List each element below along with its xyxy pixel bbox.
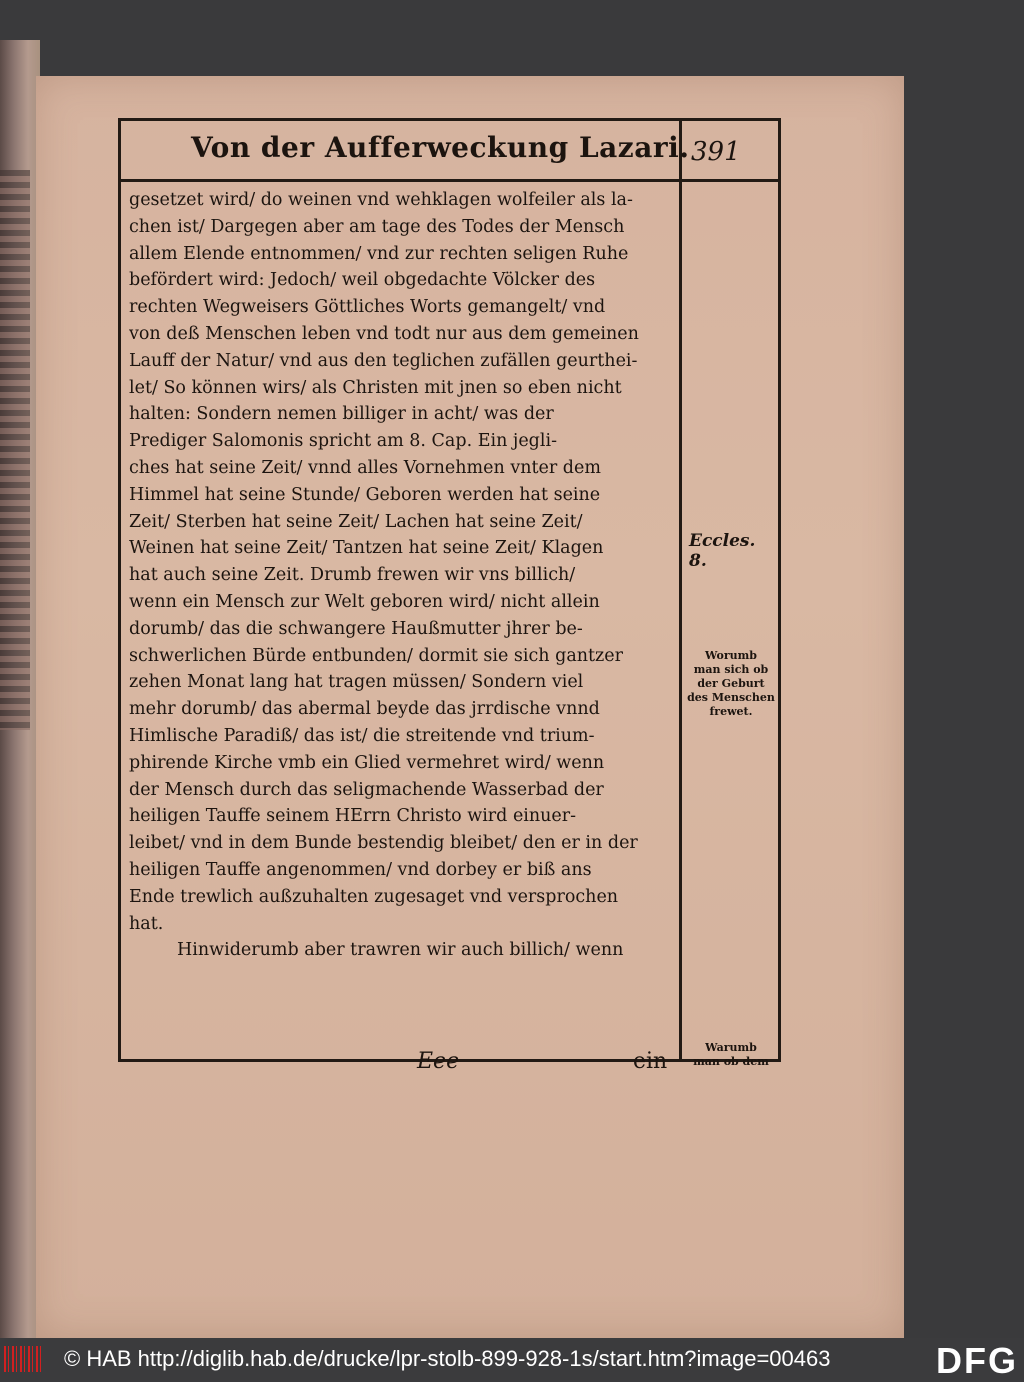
text-line: ches hat seine Zeit/ vnnd alles Vornehmen vnter dem bbox=[129, 457, 601, 478]
margin-note-line: frewet. bbox=[709, 705, 753, 718]
text-line: der Mensch durch das seligmachende Wasserbad der bbox=[129, 779, 604, 800]
text-line: halten: Sondern nemen billiger in acht/ was der bbox=[129, 404, 554, 425]
margin-note-birth bbox=[687, 649, 775, 719]
text-line: hat auch seine Zeit. Drumb frewen wir vns billich/ bbox=[129, 565, 576, 586]
text-line: rechten Wegweisers Göttliches Worts gemangelt/ vnd bbox=[129, 297, 606, 318]
text-line: hat. bbox=[129, 913, 164, 934]
previous-page-edge bbox=[0, 170, 30, 730]
margin-note-line: Worumb bbox=[705, 649, 757, 662]
text-line: Himmel hat seine Stunde/ Geboren werden hat seine bbox=[129, 484, 601, 505]
text-line: dorumb/ das die schwangere Haußmutter jhrer be- bbox=[129, 618, 583, 639]
margin-note-line: Warumb bbox=[705, 1041, 757, 1054]
text-line: Weinen hat seine Zeit/ Tantzen hat seine Zeit/ Klagen bbox=[129, 538, 604, 559]
book-page bbox=[36, 76, 904, 1338]
text-line: mehr dorumb/ das abermal beyde das jrrdische vnnd bbox=[129, 699, 600, 720]
text-line: Zeit/ Sterben hat seine Zeit/ Lachen hat seine Zeit/ bbox=[129, 511, 583, 532]
margin-note-line: man ob dem bbox=[693, 1055, 769, 1068]
catchword: ein bbox=[633, 1049, 668, 1074]
dfg-logo: DFG bbox=[936, 1340, 1018, 1381]
text-line: schwerlichen Bürde entbunden/ dormit sie sich gantzer bbox=[129, 645, 623, 666]
running-head: Von der Aufferweckung Lazari. bbox=[191, 131, 690, 164]
margin-note-mourning bbox=[687, 1041, 775, 1069]
margin-note-line: man sich ob bbox=[693, 663, 769, 676]
text-line: wenn ein Mensch zur Welt geboren wird/ nicht allein bbox=[129, 591, 600, 612]
text-line: gesetzet wird/ do weinen vnd wehklagen wolfeiler als la- bbox=[129, 190, 633, 210]
footer-bar bbox=[0, 1338, 1024, 1379]
text-line: zehen Monat lang hat tragen müssen/ Sondern viel bbox=[129, 672, 584, 693]
barcode-icon bbox=[4, 1346, 44, 1372]
text-line: Hinwiderumb aber trawren wir auch billich/ wenn bbox=[177, 940, 624, 961]
text-line: heiligen Tauffe angenommen/ vnd dorbey er biß ans bbox=[129, 859, 592, 880]
margin-note-line: der Geburt bbox=[697, 677, 765, 690]
text-line: heiligen Tauffe seinem HErrn Christo wird einuer- bbox=[129, 806, 577, 827]
signature-mark: Eee bbox=[417, 1049, 460, 1074]
text-line: befördert wird: Jedoch/ weil obgedachte Völcker des bbox=[129, 270, 596, 291]
page-number: 391 bbox=[691, 137, 741, 167]
text-line: Himlische Paradiß/ das ist/ die streitende vnd trium- bbox=[129, 725, 595, 746]
text-frame bbox=[118, 118, 781, 1074]
body-text bbox=[129, 187, 675, 964]
margin-note-line: des Menschen bbox=[687, 691, 775, 704]
text-line: chen ist/ Dargegen aber am tage des Todes der Mensch bbox=[129, 216, 625, 237]
margin-column-rule bbox=[679, 121, 682, 1059]
text-line: let/ So können wirs/ als Christen mit jnen so eben nicht bbox=[129, 377, 622, 398]
text-line: Ende trewlich außzuhalten zugesaget vnd versprochen bbox=[129, 886, 619, 907]
copyright-url-text[interactable]: © HAB http://diglib.hab.de/drucke/lpr-stolb-899-928-1s/start.htm?image=00463 bbox=[64, 1346, 831, 1371]
text-line: allem Elende entnommen/ vnd zur rechten seligen Ruhe bbox=[129, 243, 629, 264]
text-line: Lauff der Natur/ vnd aus den teglichen zufällen geurthei- bbox=[129, 350, 638, 371]
text-line: Prediger Salomonis spricht am 8. Cap. Ein jegli- bbox=[129, 431, 557, 452]
text-line: leibet/ vnd in dem Bunde bestendig bleibet/ den er in der bbox=[129, 833, 638, 854]
text-line: phirende Kirche vmb ein Glied vermehret wird/ wenn bbox=[129, 752, 605, 773]
text-line: von deß Menschen leben vnd todt nur aus dem gemeinen bbox=[129, 323, 639, 344]
margin-note-scripture-ref: Eccles. 8. bbox=[689, 531, 756, 571]
